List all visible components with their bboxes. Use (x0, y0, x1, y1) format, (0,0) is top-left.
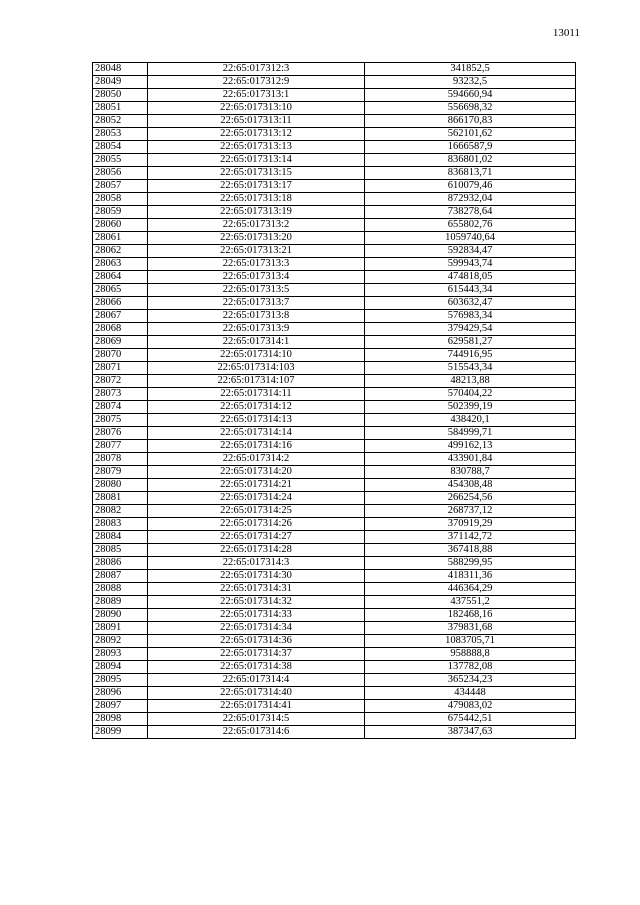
row-number-cell: 28098 (93, 713, 148, 726)
cadastral-number-cell: 22:65:017313:14 (148, 154, 365, 167)
row-number-cell: 28077 (93, 440, 148, 453)
cadastral-number-cell: 22:65:017313:2 (148, 219, 365, 232)
table-row (93, 154, 576, 167)
value-cell: 268737,12 (365, 505, 576, 518)
row-number-cell: 28073 (93, 388, 148, 401)
table-row (93, 674, 576, 687)
table-row (93, 544, 576, 557)
value-cell: 629581,27 (365, 336, 576, 349)
table-row (93, 648, 576, 661)
value-cell: 418311,36 (365, 570, 576, 583)
table-row (93, 297, 576, 310)
table-row (93, 245, 576, 258)
row-number-cell: 28063 (93, 258, 148, 271)
cadastral-number-cell: 22:65:017314:10 (148, 349, 365, 362)
value-cell: 367418,88 (365, 544, 576, 557)
value-cell: 958888,8 (365, 648, 576, 661)
value-cell: 502399,19 (365, 401, 576, 414)
table-row (93, 440, 576, 453)
cadastral-number-cell: 22:65:017313:4 (148, 271, 365, 284)
table-row (93, 453, 576, 466)
value-cell: 675442,51 (365, 713, 576, 726)
table-row (93, 63, 576, 76)
table-row (93, 622, 576, 635)
cadastral-number-cell: 22:65:017313:7 (148, 297, 365, 310)
table-row (93, 141, 576, 154)
cadastral-number-cell: 22:65:017314:34 (148, 622, 365, 635)
table-row (93, 726, 576, 739)
value-cell: 370919,29 (365, 518, 576, 531)
row-number-cell: 28088 (93, 583, 148, 596)
value-cell: 499162,13 (365, 440, 576, 453)
row-number-cell: 28072 (93, 375, 148, 388)
row-number-cell: 28099 (93, 726, 148, 739)
cadastral-number-cell: 22:65:017312:3 (148, 63, 365, 76)
cadastral-number-cell: 22:65:017314:16 (148, 440, 365, 453)
value-cell: 610079,46 (365, 180, 576, 193)
row-number-cell: 28055 (93, 154, 148, 167)
row-number-cell: 28066 (93, 297, 148, 310)
value-cell: 655802,76 (365, 219, 576, 232)
table-row (93, 687, 576, 700)
row-number-cell: 28048 (93, 63, 148, 76)
cadastral-number-cell: 22:65:017314:41 (148, 700, 365, 713)
cadastral-number-cell: 22:65:017314:36 (148, 635, 365, 648)
value-cell: 379429,54 (365, 323, 576, 336)
cadastral-number-cell: 22:65:017313:9 (148, 323, 365, 336)
row-number-cell: 28080 (93, 479, 148, 492)
cadastral-number-cell: 22:65:017314:26 (148, 518, 365, 531)
value-cell: 341852,5 (365, 63, 576, 76)
table-row (93, 219, 576, 232)
cadastral-number-cell: 22:65:017313:1 (148, 89, 365, 102)
value-cell: 599943,74 (365, 258, 576, 271)
cadastral-number-cell: 22:65:017314:5 (148, 713, 365, 726)
value-cell: 93232,5 (365, 76, 576, 89)
row-number-cell: 28051 (93, 102, 148, 115)
value-cell: 474818,05 (365, 271, 576, 284)
row-number-cell: 28060 (93, 219, 148, 232)
table-row (93, 401, 576, 414)
row-number-cell: 28082 (93, 505, 148, 518)
row-number-cell: 28059 (93, 206, 148, 219)
row-number-cell: 28095 (93, 674, 148, 687)
row-number-cell: 28050 (93, 89, 148, 102)
row-number-cell: 28091 (93, 622, 148, 635)
table-row (93, 505, 576, 518)
table-row (93, 232, 576, 245)
value-cell: 584999,71 (365, 427, 576, 440)
row-number-cell: 28087 (93, 570, 148, 583)
row-number-cell: 28078 (93, 453, 148, 466)
table-row (93, 180, 576, 193)
table-row (93, 206, 576, 219)
value-cell: 1059740,64 (365, 232, 576, 245)
table-row (93, 609, 576, 622)
value-cell: 615443,34 (365, 284, 576, 297)
value-cell: 365234,23 (365, 674, 576, 687)
table-row (93, 76, 576, 89)
row-number-cell: 28062 (93, 245, 148, 258)
value-cell: 562101,62 (365, 128, 576, 141)
row-number-cell: 28096 (93, 687, 148, 700)
row-number-cell: 28090 (93, 609, 148, 622)
value-cell: 371142,72 (365, 531, 576, 544)
cadastral-number-cell: 22:65:017313:21 (148, 245, 365, 258)
value-cell: 433901,84 (365, 453, 576, 466)
cadastral-number-cell: 22:65:017314:20 (148, 466, 365, 479)
row-number-cell: 28054 (93, 141, 148, 154)
cadastral-number-cell: 22:65:017314:25 (148, 505, 365, 518)
row-number-cell: 28076 (93, 427, 148, 440)
cadastral-number-cell: 22:65:017314:3 (148, 557, 365, 570)
value-cell: 1083705,71 (365, 635, 576, 648)
cadastral-number-cell: 22:65:017314:38 (148, 661, 365, 674)
value-cell: 387347,63 (365, 726, 576, 739)
cadastral-number-cell: 22:65:017314:33 (148, 609, 365, 622)
cadastral-number-cell: 22:65:017313:5 (148, 284, 365, 297)
table-row (93, 635, 576, 648)
table-body (93, 63, 576, 739)
table-row (93, 193, 576, 206)
row-number-cell: 28068 (93, 323, 148, 336)
row-number-cell: 28086 (93, 557, 148, 570)
cadastral-number-cell: 22:65:017314:2 (148, 453, 365, 466)
row-number-cell: 28092 (93, 635, 148, 648)
cadastral-number-cell: 22:65:017314:107 (148, 375, 365, 388)
table-row (93, 492, 576, 505)
row-number-cell: 28069 (93, 336, 148, 349)
row-number-cell: 28053 (93, 128, 148, 141)
table-row (93, 323, 576, 336)
table-row (93, 89, 576, 102)
value-cell: 588299,95 (365, 557, 576, 570)
cadastral-number-cell: 22:65:017314:1 (148, 336, 365, 349)
value-cell: 379831,68 (365, 622, 576, 635)
value-cell: 266254,56 (365, 492, 576, 505)
value-cell: 570404,22 (365, 388, 576, 401)
cadastral-number-cell: 22:65:017313:17 (148, 180, 365, 193)
table-row (93, 284, 576, 297)
value-cell: 1666587,9 (365, 141, 576, 154)
value-cell: 738278,64 (365, 206, 576, 219)
row-number-cell: 28067 (93, 310, 148, 323)
table-row (93, 388, 576, 401)
row-number-cell: 28074 (93, 401, 148, 414)
cadastral-number-cell: 22:65:017314:28 (148, 544, 365, 557)
cadastral-number-cell: 22:65:017314:13 (148, 414, 365, 427)
cadastral-number-cell: 22:65:017314:24 (148, 492, 365, 505)
cadastral-number-cell: 22:65:017313:18 (148, 193, 365, 206)
table-row (93, 700, 576, 713)
table-row (93, 336, 576, 349)
table-row (93, 128, 576, 141)
cadastral-number-cell: 22:65:017314:4 (148, 674, 365, 687)
value-cell: 866170,83 (365, 115, 576, 128)
row-number-cell: 28071 (93, 362, 148, 375)
cadastral-number-cell: 22:65:017313:15 (148, 167, 365, 180)
row-number-cell: 28081 (93, 492, 148, 505)
table-row (93, 713, 576, 726)
table-row (93, 167, 576, 180)
value-cell: 437551,2 (365, 596, 576, 609)
cadastral-number-cell: 22:65:017314:37 (148, 648, 365, 661)
value-cell: 872932,04 (365, 193, 576, 206)
value-cell: 182468,16 (365, 609, 576, 622)
cadastral-number-cell: 22:65:017314:27 (148, 531, 365, 544)
row-number-cell: 28097 (93, 700, 148, 713)
cadastral-number-cell: 22:65:017314:12 (148, 401, 365, 414)
table-row (93, 258, 576, 271)
table-row (93, 531, 576, 544)
table-row (93, 596, 576, 609)
table-row (93, 115, 576, 128)
cadastral-number-cell: 22:65:017314:6 (148, 726, 365, 739)
row-number-cell: 28052 (93, 115, 148, 128)
row-number-cell: 28084 (93, 531, 148, 544)
row-number-cell: 28070 (93, 349, 148, 362)
cadastral-number-cell: 22:65:017314:103 (148, 362, 365, 375)
table-row (93, 427, 576, 440)
table-row (93, 570, 576, 583)
value-cell: 603632,47 (365, 297, 576, 310)
table-row (93, 583, 576, 596)
value-cell: 454308,48 (365, 479, 576, 492)
cadastral-number-cell: 22:65:017313:10 (148, 102, 365, 115)
table-row (93, 466, 576, 479)
cadastral-number-cell: 22:65:017313:3 (148, 258, 365, 271)
row-number-cell: 28058 (93, 193, 148, 206)
value-cell: 446364,29 (365, 583, 576, 596)
value-cell: 479083,02 (365, 700, 576, 713)
cadastral-number-cell: 22:65:017312:9 (148, 76, 365, 89)
value-cell: 48213,88 (365, 375, 576, 388)
table-row (93, 661, 576, 674)
value-cell: 594660,94 (365, 89, 576, 102)
cadastral-number-cell: 22:65:017314:30 (148, 570, 365, 583)
cadastral-number-cell: 22:65:017314:32 (148, 596, 365, 609)
row-number-cell: 28093 (93, 648, 148, 661)
data-table (92, 62, 576, 739)
value-cell: 515543,34 (365, 362, 576, 375)
cadastral-number-cell: 22:65:017314:21 (148, 479, 365, 492)
value-cell: 830788,7 (365, 466, 576, 479)
value-cell: 744916,95 (365, 349, 576, 362)
cadastral-number-cell: 22:65:017313:12 (148, 128, 365, 141)
value-cell: 137782,08 (365, 661, 576, 674)
value-cell: 434448 (365, 687, 576, 700)
table-row (93, 518, 576, 531)
row-number-cell: 28094 (93, 661, 148, 674)
cadastral-number-cell: 22:65:017313:20 (148, 232, 365, 245)
cadastral-number-cell: 22:65:017313:8 (148, 310, 365, 323)
value-cell: 836801,02 (365, 154, 576, 167)
table-row (93, 362, 576, 375)
value-cell: 836813,71 (365, 167, 576, 180)
page-number: 13011 (552, 27, 580, 39)
row-number-cell: 28079 (93, 466, 148, 479)
table-row (93, 310, 576, 323)
table-row (93, 271, 576, 284)
value-cell: 556698,32 (365, 102, 576, 115)
table-row (93, 414, 576, 427)
cadastral-number-cell: 22:65:017314:40 (148, 687, 365, 700)
table-row (93, 349, 576, 362)
row-number-cell: 28049 (93, 76, 148, 89)
table-row (93, 102, 576, 115)
row-number-cell: 28085 (93, 544, 148, 557)
row-number-cell: 28075 (93, 414, 148, 427)
cadastral-number-cell: 22:65:017313:11 (148, 115, 365, 128)
table-row (93, 479, 576, 492)
row-number-cell: 28083 (93, 518, 148, 531)
value-cell: 438420,1 (365, 414, 576, 427)
table-row (93, 557, 576, 570)
cadastral-number-cell: 22:65:017314:11 (148, 388, 365, 401)
value-cell: 576983,34 (365, 310, 576, 323)
row-number-cell: 28065 (93, 284, 148, 297)
row-number-cell: 28064 (93, 271, 148, 284)
row-number-cell: 28061 (93, 232, 148, 245)
cadastral-number-cell: 22:65:017314:14 (148, 427, 365, 440)
cadastral-number-cell: 22:65:017313:13 (148, 141, 365, 154)
cadastral-number-cell: 22:65:017313:19 (148, 206, 365, 219)
row-number-cell: 28057 (93, 180, 148, 193)
row-number-cell: 28089 (93, 596, 148, 609)
table-row (93, 375, 576, 388)
value-cell: 592834,47 (365, 245, 576, 258)
row-number-cell: 28056 (93, 167, 148, 180)
cadastral-number-cell: 22:65:017314:31 (148, 583, 365, 596)
